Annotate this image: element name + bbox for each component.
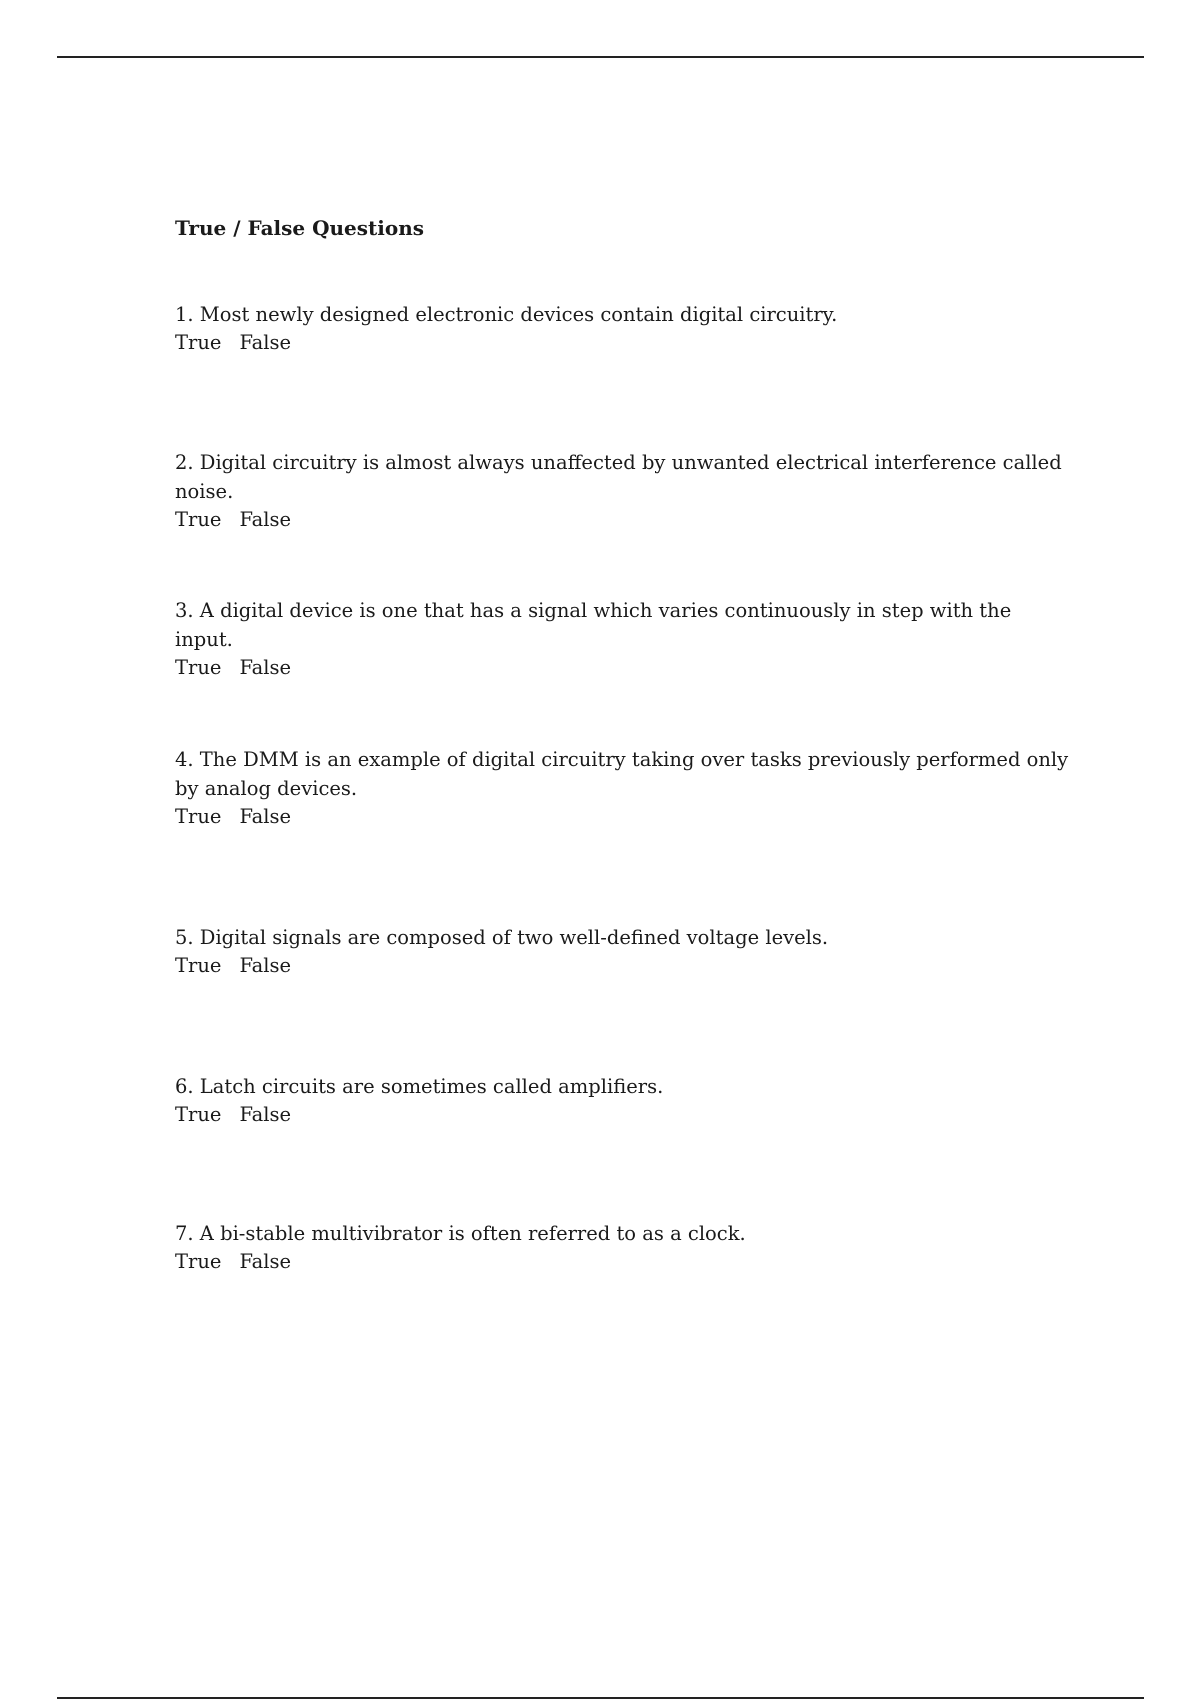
- option-true: True: [175, 954, 222, 977]
- top-rule: [57, 56, 1144, 58]
- question-1: [175, 300, 1075, 357]
- answer-options: [175, 506, 1075, 534]
- answer-options: [175, 329, 1075, 357]
- answer-options: [175, 952, 1075, 980]
- option-true: True: [175, 805, 222, 828]
- question-3: [175, 596, 1075, 682]
- question-text: 4. The DMM is an example of digital circuitry taking over tasks previously performed only by analog devices.: [175, 748, 1069, 800]
- option-true: True: [175, 331, 222, 354]
- answer-options: [175, 803, 1075, 831]
- option-true: True: [175, 1103, 222, 1126]
- option-false: False: [239, 331, 292, 354]
- question-4: [175, 745, 1075, 831]
- answer-options: [175, 1248, 1075, 1276]
- question-text: 7. A bi-stable multivibrator is often referred to as a clock.: [175, 1222, 746, 1245]
- question-7: [175, 1219, 1075, 1276]
- section-title: True / False Questions: [175, 216, 424, 240]
- option-false: False: [239, 805, 292, 828]
- answer-options: [175, 654, 1075, 682]
- question-text: 2. Digital circuitry is almost always unaffected by unwanted electrical interference called noise.: [175, 451, 1062, 503]
- question-2: [175, 448, 1075, 534]
- option-true: True: [175, 1250, 222, 1273]
- option-false: False: [239, 1103, 292, 1126]
- option-false: False: [239, 656, 292, 679]
- question-5: [175, 923, 1075, 980]
- bottom-rule: [57, 1697, 1144, 1699]
- answer-options: [175, 1101, 1075, 1129]
- option-false: False: [239, 508, 292, 531]
- question-text: 5. Digital signals are composed of two well-defined voltage levels.: [175, 926, 829, 949]
- question-6: [175, 1072, 1075, 1129]
- option-false: False: [239, 1250, 292, 1273]
- option-false: False: [239, 954, 292, 977]
- question-text: 1. Most newly designed electronic devices contain digital circuitry.: [175, 303, 838, 326]
- question-text: 6. Latch circuits are sometimes called amplifiers.: [175, 1075, 664, 1098]
- option-true: True: [175, 508, 222, 531]
- question-text: 3. A digital device is one that has a signal which varies continuously in step with the input.: [175, 599, 1012, 651]
- option-true: True: [175, 656, 222, 679]
